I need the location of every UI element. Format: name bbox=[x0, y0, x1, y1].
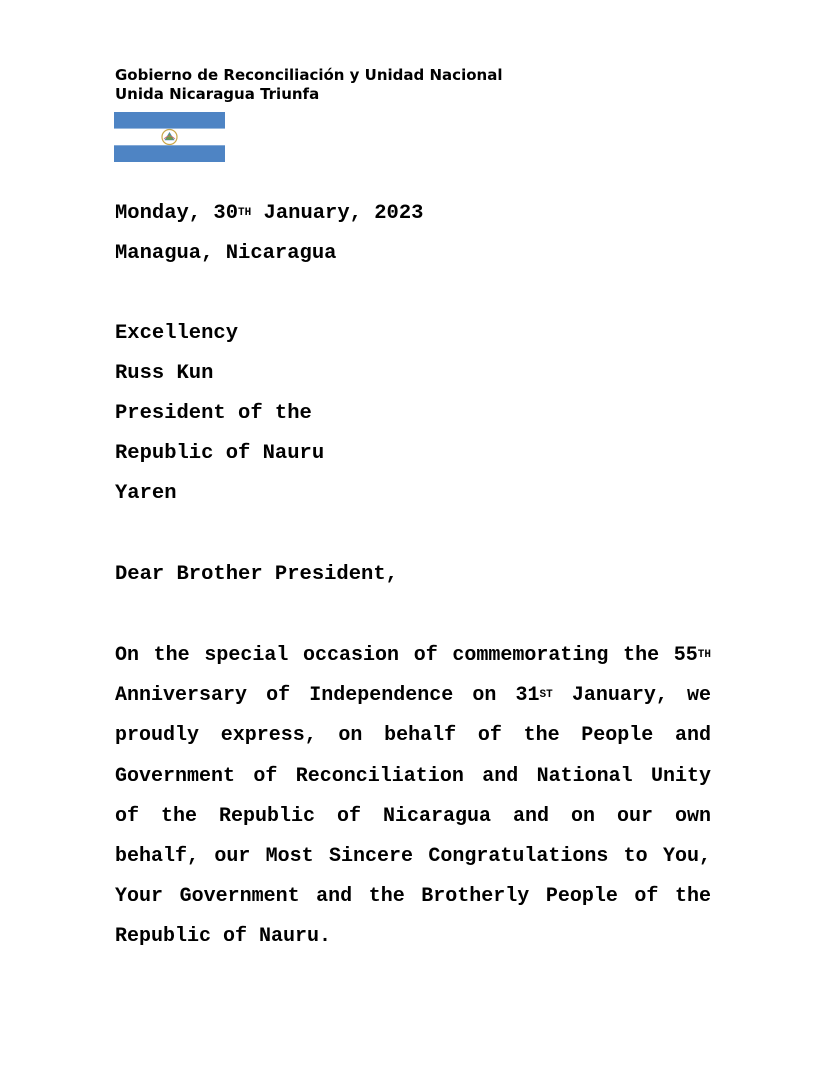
letterhead-motto: Unida Nicaragua Triunfa bbox=[115, 85, 320, 103]
recipient-title: Excellency bbox=[115, 322, 239, 345]
recipient-position: President of the bbox=[115, 402, 312, 425]
recipient-country: Republic of Nauru bbox=[115, 442, 325, 465]
letter-date: Monday, 30TH January, 2023 bbox=[115, 202, 424, 225]
recipient-name: Russ Kun bbox=[115, 362, 214, 385]
salutation: Dear Brother President, bbox=[115, 563, 398, 586]
letter-body: On the special occasion of commemorating the 55TH Anniversary of Independence on 31ST January, we proudly express, on behalf of the People and Government of Reconciliation and National Unity of the Republic of Nicaragua and on our own behalf, our Most Sincere Congratulations to You, Your Government and the Brotherly People of the Republic of Nauru. bbox=[115, 644, 711, 949]
nicaragua-flag-icon bbox=[114, 112, 225, 162]
letterhead bbox=[115, 66, 502, 104]
letter-place: Managua, Nicaragua bbox=[115, 242, 337, 265]
date-ordinal-suffix: TH bbox=[238, 207, 252, 219]
ordinal-suffix: ST bbox=[539, 689, 553, 702]
ordinal-suffix: TH bbox=[697, 649, 711, 661]
recipient-city: Yaren bbox=[115, 482, 177, 505]
letterhead-government: Gobierno de Reconciliación y Unidad Nacional bbox=[115, 66, 503, 84]
